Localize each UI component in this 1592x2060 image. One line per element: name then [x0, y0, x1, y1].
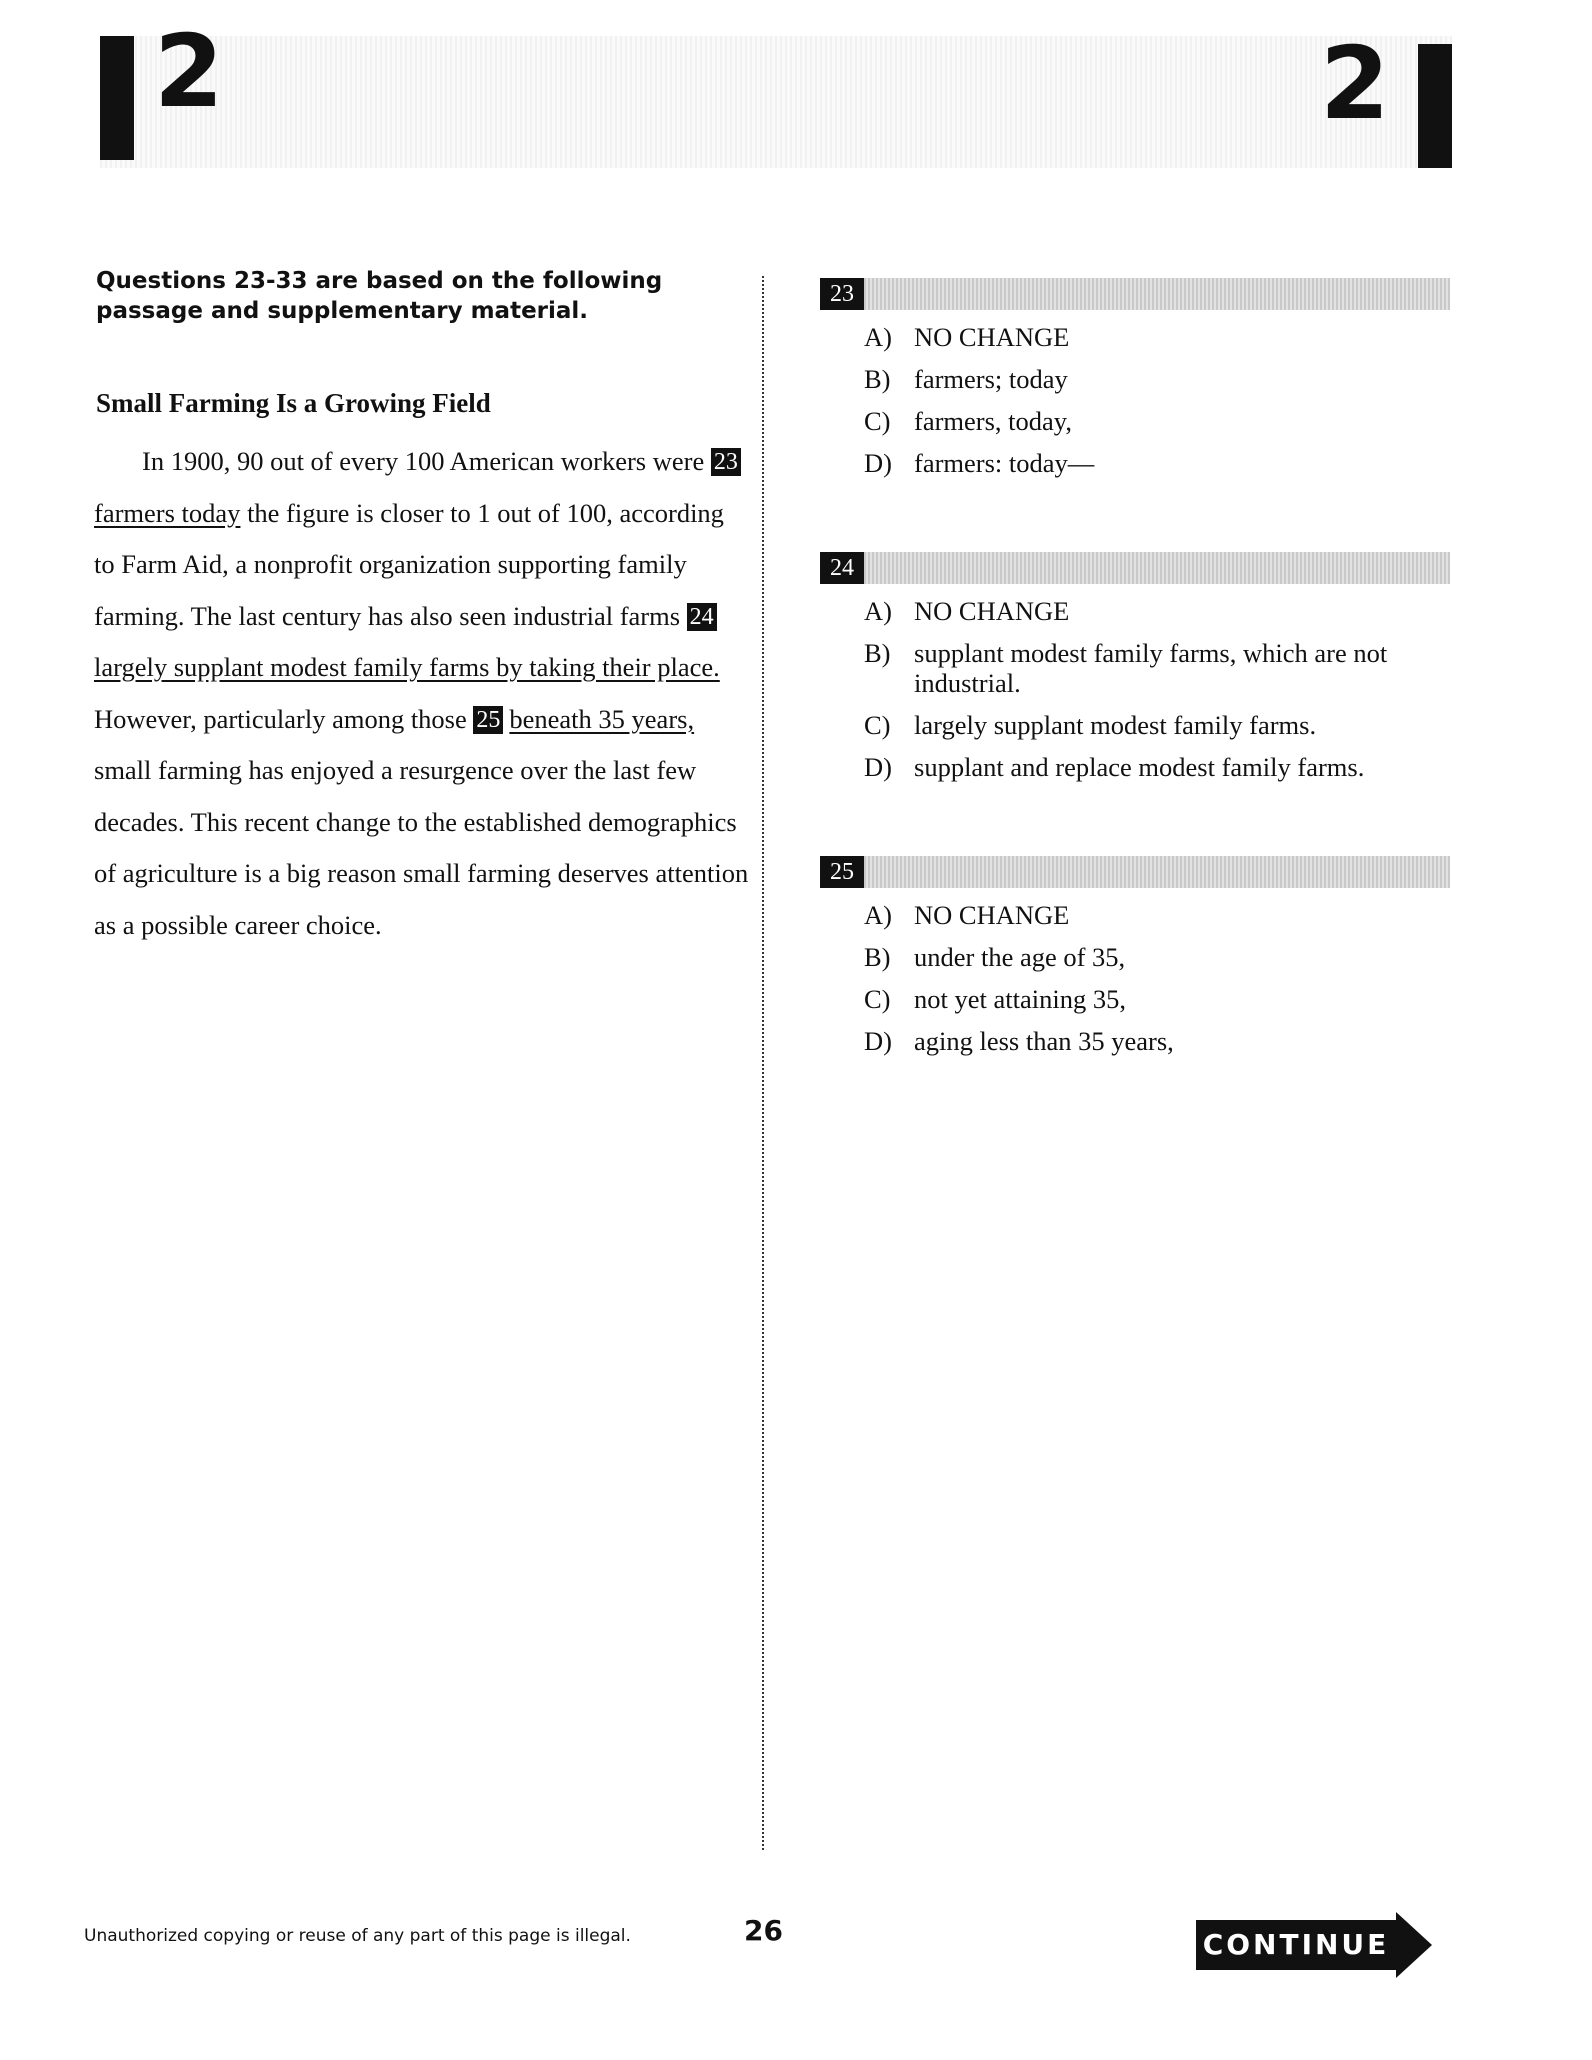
answer-option-d[interactable] — [820, 448, 1450, 478]
answer-option-b[interactable] — [820, 364, 1450, 394]
passage-intro: Questions 23-33 are based on the following passage and supplementary material. — [96, 268, 663, 324]
option-letter: A) — [864, 900, 892, 930]
passage-text: small farming has enjoyed a resurgence over the last few decades. This recent change to the established demographics of agriculture is a big reason small farming deserves attention as a possible career choice. — [94, 755, 749, 940]
option-letter: A) — [864, 596, 892, 626]
answer-option-c[interactable] — [820, 710, 1450, 740]
passage-text: In 1900, 90 out of every 100 American workers were — [142, 446, 711, 476]
option-text: supplant and replace modest family farms. — [914, 752, 1365, 782]
option-letter: C) — [864, 406, 891, 436]
option-letter: C) — [864, 710, 891, 740]
option-text: not yet attaining 35, — [914, 984, 1126, 1014]
option-text: supplant modest family farms, which are not industrial. — [914, 638, 1388, 698]
section-number-left: 2 — [154, 13, 224, 130]
option-letter: C) — [864, 984, 891, 1014]
arrow-right-icon[interactable] — [1396, 1912, 1432, 1978]
passage-text: However, particularly among those — [94, 703, 474, 734]
column-divider — [762, 276, 764, 1850]
answer-options — [820, 900, 1450, 1056]
option-letter: B) — [864, 942, 891, 972]
question-23 — [820, 278, 1450, 478]
copyright-notice: Unauthorized copying or reuse of any part of this page is illegal. — [84, 1926, 631, 1946]
option-text: NO CHANGE — [914, 596, 1070, 626]
question-marker-25[interactable]: 25 — [473, 706, 503, 734]
question-number: 24 — [820, 552, 864, 584]
answer-option-c[interactable] — [820, 406, 1450, 436]
option-text: NO CHANGE — [914, 900, 1070, 930]
question-number: 25 — [820, 856, 864, 888]
question-header — [820, 552, 1450, 584]
question-number: 23 — [820, 278, 864, 310]
question-marker-23[interactable]: 23 — [711, 448, 741, 476]
option-letter: B) — [864, 638, 891, 668]
question-24 — [820, 552, 1450, 782]
section-header-band — [100, 25, 1452, 168]
answer-option-a[interactable] — [820, 322, 1450, 352]
answer-option-d[interactable] — [820, 1026, 1450, 1056]
page-number: 26 — [744, 1914, 783, 1947]
underlined-text-24[interactable]: largely supplant modest family farms by taking their place. — [94, 652, 720, 682]
question-25 — [820, 856, 1450, 1056]
section-bar-right — [1418, 44, 1452, 168]
option-text: farmers; today — [914, 364, 1068, 394]
option-text: aging less than 35 years, — [914, 1026, 1174, 1056]
question-header — [820, 278, 1450, 310]
continue-button[interactable]: CONTINUE — [1196, 1920, 1396, 1970]
option-text: farmers, today, — [914, 406, 1072, 436]
answer-options — [820, 596, 1450, 782]
underlined-text-23[interactable]: farmers today — [94, 497, 241, 528]
question-header — [820, 856, 1450, 888]
answer-options — [820, 322, 1450, 478]
option-text: NO CHANGE — [914, 322, 1070, 352]
underlined-text-25[interactable]: beneath 35 years, — [509, 703, 695, 734]
passage-title: Small Farming Is a Growing Field — [96, 388, 491, 418]
section-bar-left — [100, 36, 134, 160]
option-text: farmers: today— — [914, 448, 1095, 478]
answer-option-a[interactable] — [820, 900, 1450, 930]
section-number-right: 2 — [1320, 25, 1390, 142]
option-letter: A) — [864, 322, 892, 352]
option-text: largely supplant modest family farms. — [914, 710, 1317, 740]
option-letter: D) — [864, 1026, 892, 1056]
passage-text: the figure is closer to 1 out of 100, according to Farm Aid, a nonprofit organization supporting family farming. The last century has also seen industrial farms — [94, 497, 724, 631]
option-letter: D) — [864, 752, 892, 782]
answer-option-d[interactable] — [820, 752, 1450, 782]
passage-body — [94, 436, 750, 951]
answer-option-b[interactable] — [820, 942, 1450, 972]
passage-paragraph — [94, 436, 750, 951]
answer-option-a[interactable] — [820, 596, 1450, 626]
answer-option-c[interactable] — [820, 984, 1450, 1014]
option-letter: B) — [864, 364, 891, 394]
answer-option-b[interactable] — [820, 638, 1450, 698]
option-text: under the age of 35, — [914, 942, 1126, 972]
option-letter: D) — [864, 448, 892, 478]
question-marker-24[interactable]: 24 — [687, 603, 717, 631]
